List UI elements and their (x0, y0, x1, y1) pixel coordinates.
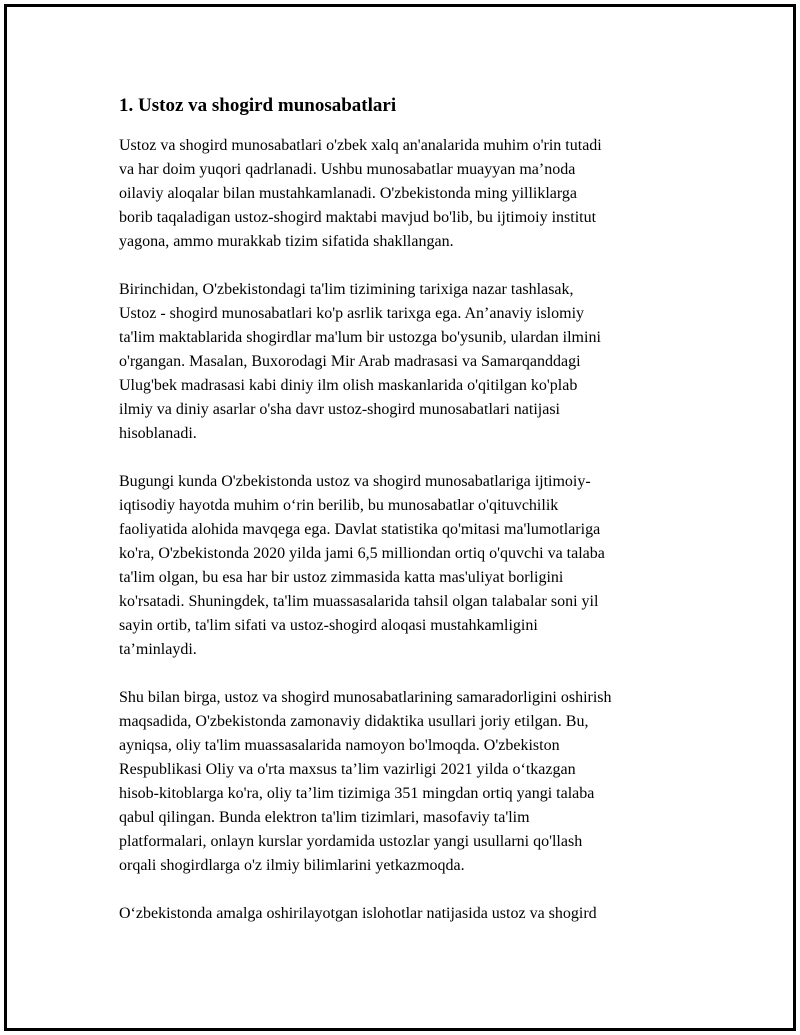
paragraph-line: ayniqsa, oliy ta'lim muassasalarida namoyon bo'lmoqda. O'zbekiston (119, 737, 560, 754)
paragraph-line: ta'lim olgan, bu esa har bir ustoz zimmasida katta mas'uliyat borligini (119, 569, 564, 586)
paragraph (119, 902, 694, 926)
paragraph-line: Ulug'bek madrasasi kabi diniy ilm olish maskanlarida o'qitilgan ko'plab (119, 377, 578, 394)
paragraph-line: orqali shogirdlarga o'z ilmiy bilimlarini yetkazmoqda. (119, 857, 465, 874)
paragraph-line: oilaviy aloqalar bilan mustahkamlanadi. O'zbekistonda ming yilliklarga (119, 185, 578, 202)
paragraph-line: ta'lim maktablarida shogirdlar ma'lum bir ustozga bo'ysunib, ulardan ilmini (119, 329, 601, 346)
paragraph-line: platformalari, onlayn kurslar yordamida ustozlar yangi usullarni qo'llash (119, 833, 583, 850)
paragraph-line: ilmiy va diniy asarlar o'sha davr ustoz-shogird munosabatlari natijasi (119, 401, 560, 418)
paragraph-line: Respublikasi Oliy va o'rta maxsus ta’lim vazirligi 2021 yilda o‘tkazgan (119, 761, 576, 778)
paragraph-line: maqsadida, O'zbekistonda zamonaviy didaktika usullari joriy etilgan. Bu, (119, 713, 589, 730)
document-body (119, 94, 699, 950)
paragraph-line: hisoblanadi. (119, 425, 197, 442)
paragraph-line: Shu bilan birga, ustoz va shogird munosabatlarining samaradorligini oshirish (119, 689, 612, 706)
paragraph-line: Ustoz va shogird munosabatlari o'zbek xalq an'analarida muhim o'rin tutadi (119, 137, 602, 154)
paragraph (119, 278, 694, 446)
paragraph-line: Bugungi kunda O'zbekistonda ustoz va shogird munosabatlariga ijtimoiy- (119, 473, 591, 490)
paragraph-line: ta’minlaydi. (119, 641, 197, 658)
paragraph-container (119, 134, 699, 926)
paragraph-line: faoliyatida alohida mavqega ega. Davlat statistika qo'mitasi ma'lumotlariga (119, 521, 601, 538)
paragraph-line: ko'ra, O'zbekistonda 2020 yilda jami 6,5 milliondan ortiq o'quvchi va talaba (119, 545, 605, 562)
paragraph (119, 470, 694, 662)
paragraph-line: iqtisodiy hayotda muhim o‘rin berilib, bu munosabatlar o'qituvchilik (119, 497, 559, 514)
paragraph-line: qabul qilingan. Bunda elektron ta'lim tizimlari, masofaviy ta'lim (119, 809, 530, 826)
paragraph-line: Birinchidan, O'zbekistondagi ta'lim tizimining tarixiga nazar tashlasak, (119, 281, 574, 298)
paragraph-line: sayin ortib, ta'lim sifati va ustoz-shogird aloqasi mustahkamligini (119, 617, 538, 634)
paragraph (119, 134, 694, 254)
paragraph-line: o'rgangan. Masalan, Buxorodagi Mir Arab madrasasi va Samarqanddagi (119, 353, 581, 370)
paragraph-line: yagona, ammo murakkab tizim sifatida shakllangan. (119, 233, 454, 250)
section-heading: 1. Ustoz va shogird munosabatlari (119, 95, 397, 116)
paragraph-line: ko'rsatadi. Shuningdek, ta'lim muassasalarida tahsil olgan talabalar soni yil (119, 593, 599, 610)
paragraph-line: hisob-kitoblarga ko'ra, oliy ta’lim tizimiga 351 mingdan ortiq yangi talaba (119, 785, 595, 802)
paragraph-line: borib taqaladigan ustoz-shogird maktabi mavjud bo'lib, bu ijtimoiy institut (119, 209, 597, 226)
paragraph (119, 686, 694, 878)
paragraph-line: Ustoz - shogird munosabatlari ko'p asrlik tarixga ega. An’anaviy islomiy (119, 305, 585, 322)
paragraph-line: va har doim yuqori qadrlanadi. Ushbu munosabatlar muayyan ma’noda (119, 161, 576, 178)
paragraph-line: O‘zbekistonda amalga oshirilayotgan islohotlar natijasida ustoz va shogird (119, 905, 597, 922)
